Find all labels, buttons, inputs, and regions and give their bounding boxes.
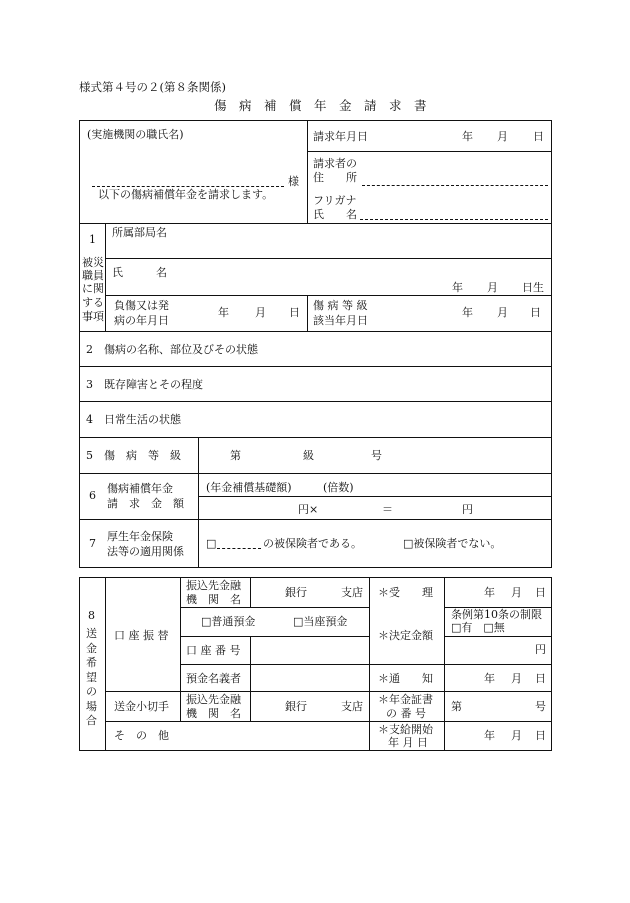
injury-date-label-1: 負傷又は発: [114, 299, 169, 312]
account-holder-label: 預金名義者: [186, 672, 241, 685]
dept-field[interactable]: [200, 226, 545, 256]
accept-label: ＊受 理: [378, 586, 433, 599]
other-field[interactable]: [182, 723, 367, 749]
account-number-field[interactable]: [252, 638, 367, 663]
section1-side-5: 事項: [82, 310, 104, 323]
deposit-current-checkbox[interactable]: □当座預金: [293, 615, 348, 628]
name-field[interactable]: [360, 219, 548, 220]
insured-no-option[interactable]: □被保険者でない。: [403, 537, 502, 550]
section8-number: 8: [88, 609, 95, 622]
agency-label: (実施機関の職氏名): [87, 128, 184, 141]
request-date-label: 請求年月日: [313, 130, 368, 143]
money-order-label: 送金小切手: [114, 700, 169, 713]
mo-bank-label-1: 振込先金融: [186, 693, 241, 706]
address-field[interactable]: [362, 185, 548, 186]
name-label: 氏 名: [313, 208, 357, 221]
section8-side-label: 送金希望の場合: [86, 627, 97, 727]
injury-date-label-2: 病の年月日: [114, 314, 169, 327]
base-amount-label: (年金補償基礎額): [206, 481, 292, 494]
section1-side-3: に関: [82, 282, 104, 295]
grade-date-label-2: 該当年月日: [313, 314, 368, 327]
other-label: そ の 他: [114, 729, 169, 742]
checkbox-icon: □: [206, 537, 217, 550]
row5-label: 5 傷 病 等 級: [86, 449, 181, 462]
section1-number: 1: [89, 233, 96, 246]
row6-label-1: 傷病補償年金: [107, 482, 173, 495]
grade-date-label-1: 傷 病 等 級: [313, 299, 368, 312]
row6-label-2: 請 求 金 額: [107, 497, 184, 510]
address-label-2: 住 所: [313, 171, 357, 184]
furigana-label: フリガナ: [313, 194, 357, 207]
row2-label: 2 傷病の名称、部位及びその状態: [86, 343, 258, 356]
cert-label-2: の 番 号: [386, 707, 426, 720]
multiple-label: (倍数): [323, 481, 354, 494]
section1-side-1: 被災: [82, 256, 104, 269]
cert-label-1: ＊年金証書: [378, 693, 433, 706]
victim-name-field[interactable]: [200, 262, 440, 292]
article10-checkboxes[interactable]: □有 □無: [451, 621, 505, 634]
sama-label: 様: [288, 175, 299, 188]
decision-amount-label: ＊決定金額: [378, 629, 433, 642]
dept-label: 所属部局名: [112, 226, 167, 239]
mo-bank-label-2: 機 関 名: [186, 707, 241, 720]
row7-number: 7: [89, 537, 96, 550]
deposit-ordinary-checkbox[interactable]: □普通預金: [201, 615, 256, 628]
row3-label: 3 既存障害とその程度: [86, 378, 203, 391]
document-page: 様式第４号の２(第８条関係) 傷 病 補 償 年 金 請 求 書 (実施機関の職氏名) 様 以下の傷病補償年金を請求します。 請求年月日 年 月 日 請求者の 住 所 フリガナ 氏 名 1 被災 職員 に関 する 事項 所属部局名 氏 名 年 月 日生 負傷又は発 病の年月日 年 月 日 傷 病 等 級 該当年月日 年 月 日 2 傷病の名称、部位及びその状態 3 既存障害とその程度 4 日常生活の状態 5 傷 病 等 級 第 級 号 6 傷病補償年金 請 求 金 額 (年金補償基礎額) (倍数) 円× ＝ 円 7 厚生年金保険 法等の適用関係 □ の被保険者である。 □被保険者でない。 8 送金希望の場合 口 座 振 替 振込先金融 機 関 名 銀行 支店 □普通預金 □当座預金 口 座 番 号 預金名義者 送金小切手 振込先金融 機 関 名 銀行 支店 そ の 他 ＊受 理 年 月 日 ＊決定金額 条例第10条の制限 □有 □無 円 ＊通 知 年 月 日 ＊年金証書 の 番 号 第 号 ＊支給開始 年 月 日 年 月 日: [0, 0, 630, 903]
account-holder-field[interactable]: [252, 666, 367, 690]
agency-name-line[interactable]: [92, 186, 284, 187]
row6-number: 6: [89, 489, 96, 502]
bank-label-2: 機 関 名: [186, 593, 241, 606]
start-date-label-2: 年 月 日: [388, 736, 428, 749]
decision-yen: 円: [535, 643, 546, 656]
account-number-label: 口 座 番 号: [186, 644, 241, 657]
section1-side-4: する: [82, 296, 104, 309]
form-number: 様式第４号の２(第８条関係): [79, 80, 226, 94]
account-transfer-label: 口 座 振 替: [114, 629, 169, 642]
section1-side-2: 職員: [82, 269, 104, 282]
article10-label: 条例第10条の制限: [451, 608, 542, 621]
bank-label-1: 振込先金融: [186, 579, 241, 592]
row4-label: 4 日常生活の状態: [86, 413, 181, 426]
row7-label-2: 法等の適用関係: [107, 545, 184, 558]
start-date-label-1: ＊支給開始: [378, 723, 433, 736]
address-label-1: 請求者の: [313, 157, 357, 170]
form-title: 傷 病 補 償 年 金 請 求 書: [214, 98, 427, 113]
victim-name-label: 氏 名: [112, 266, 167, 279]
request-text: 以下の傷病補償年金を請求します。: [98, 188, 274, 201]
row7-label-1: 厚生年金保険: [107, 530, 173, 543]
notice-label: ＊通 知: [378, 672, 433, 685]
